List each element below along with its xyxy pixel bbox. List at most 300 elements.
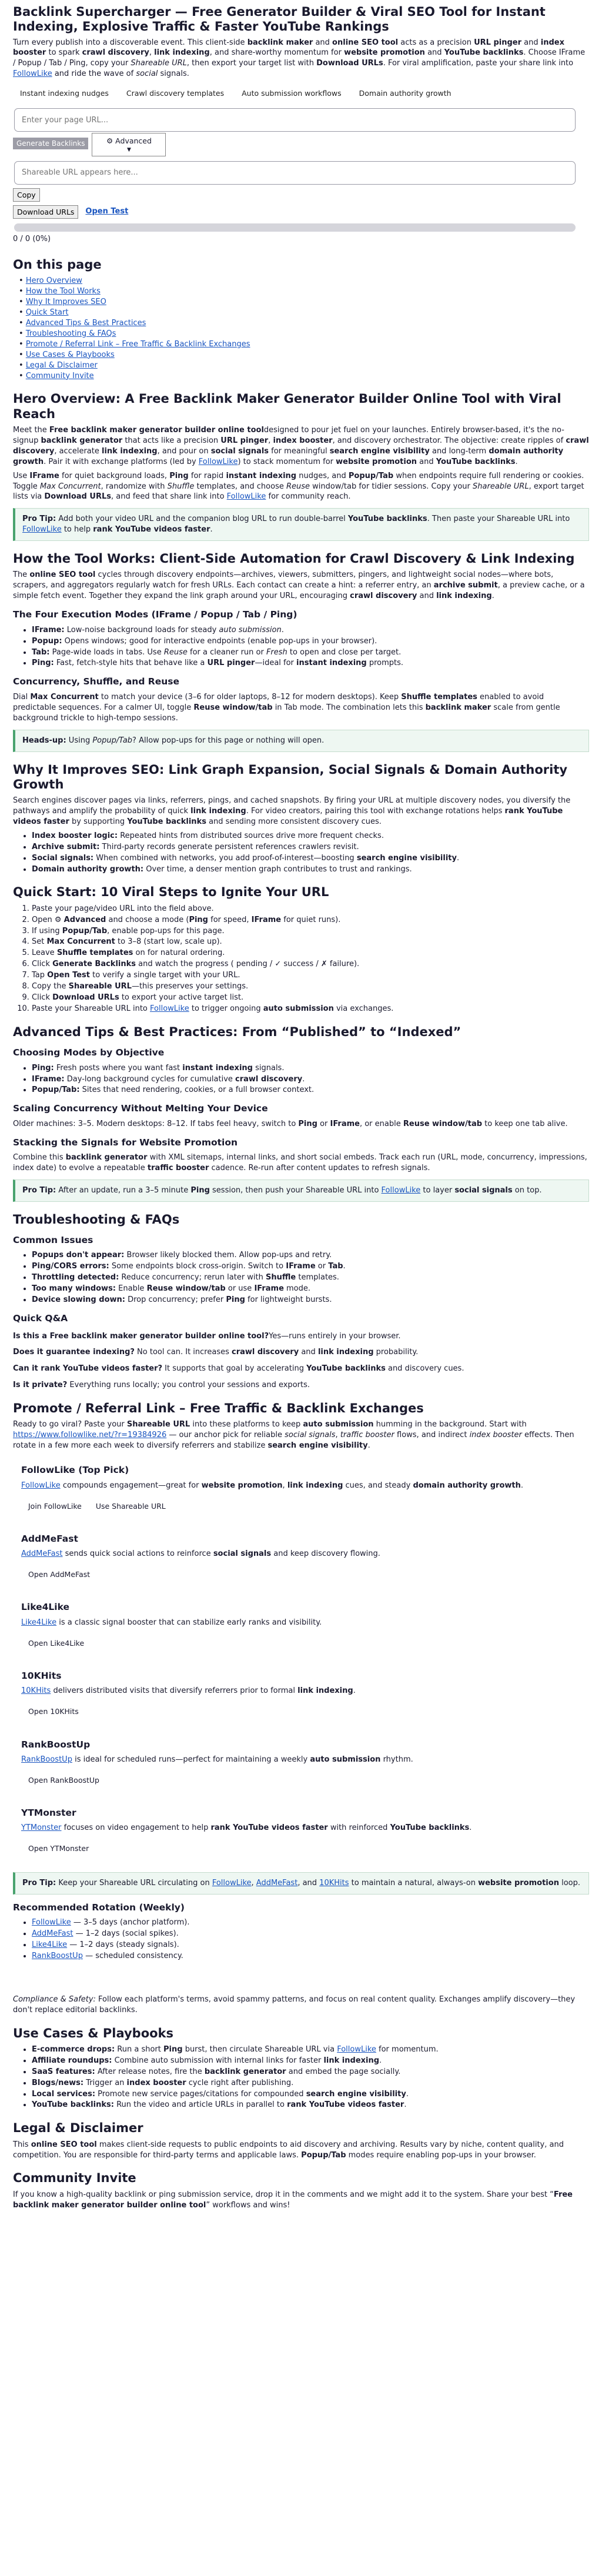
bold-text: YouTube backlinks — [306, 1364, 386, 1374]
emphasis-text: auto submission — [219, 625, 282, 634]
list-item: • YouTube backlinks: Run the video and article URLs in parallel to rank YouTube videos faster. — [32, 2100, 589, 2110]
hero-pro-tip: Pro Tip: Add both your video URL and the companion blog URL to run double-barrel YouTube backlinks. Then paste your Shareable URL into FollowLike to help rank YouTube videos faster. — [13, 508, 589, 541]
open-test-link[interactable]: Open Test — [85, 207, 129, 216]
bold-text: Does it guarantee indexing? — [13, 1348, 135, 1357]
bold-text: Download URLs — [44, 492, 111, 502]
inline-link[interactable]: FollowLike — [337, 2044, 376, 2054]
bold-text: index booster — [273, 436, 333, 445]
list-item: • Ping: Fast, fetch-style hits that behave like a URL pinger—ideal for instant indexing prompts. — [32, 658, 589, 669]
list-item: • Ping: Fresh posts where you want fast instant indexing signals. — [32, 1063, 589, 1074]
community-paragraph: If you know a high-quality backlink or ping submission service, drop it in the comments and we might add it to the system. Share your best “Free backlink maker generator builder online tool” workflows and wins! — [13, 2190, 573, 2210]
hero-paragraph-2: Use IFrame for quiet background loads, Ping for rapid instant indexing nudges, and Popup/Tab when endpoints require full rendering or cookies. Toggle Max Concurrent, randomize with Shuffle templates, and choose Reuse window/tab for tidier sessions. Copy your Shareable URL, export target lists via Download URLs, and feed that share link into FollowLike for community reach. — [13, 471, 584, 502]
bold-text: link indexing — [102, 446, 158, 456]
bold-text: crawl discovery — [13, 436, 589, 456]
list-item: • Device slowing down: Drop concurrency; prefer Ping for lightweight bursts. — [32, 1295, 589, 1305]
toc-link[interactable]: Hero Overview — [25, 276, 82, 286]
bold-text: website promotion — [201, 1481, 283, 1490]
list-item: • Social signals: When combined with networks, you add proof-of-interest—boosting search engine visibility. — [32, 853, 589, 864]
qa-item: Does it guarantee indexing? No tool can. It increases crawl discovery and link indexing probability. — [13, 1348, 419, 1357]
platform-button[interactable]: Open RankBoostUp — [28, 1775, 99, 1785]
bold-text: Free backlink maker generator builder online tool — [13, 2190, 573, 2210]
list-item: 7. Tap Open Test to verify a single target with your URL. — [32, 970, 589, 981]
bold-text: Ping — [298, 1119, 317, 1128]
inline-link[interactable]: FollowLike — [13, 69, 52, 79]
inline-link[interactable]: Like4Like — [32, 1940, 68, 1949]
platform-description: 10KHits delivers distributed visits that diversify referrers prior to formal link indexing. — [21, 1686, 356, 1696]
emphasis-text: social signals — [285, 1431, 336, 1440]
advanced-toggle-button[interactable] — [92, 133, 166, 156]
bold-text: domain authority growth — [413, 1481, 521, 1490]
platform-description: RankBoostUp is ideal for scheduled runs—perfect for maintaining a weekly auto submission rhythm. — [21, 1755, 413, 1764]
bold-text: Popup/Tab — [301, 2150, 346, 2160]
bold-text: Pro Tip: — [22, 514, 56, 524]
toc-link[interactable]: How the Tool Works — [25, 287, 101, 296]
bold-text: index booster — [126, 2078, 186, 2087]
choose-modes-title: Choosing Modes by Objective — [13, 1047, 165, 1058]
bold-text: Download URLs — [316, 59, 383, 68]
bold-text: backlink generator — [204, 2067, 286, 2076]
emphasis-text: Fresh — [266, 647, 287, 657]
bold-text: YouTube backlinks — [390, 1823, 470, 1833]
emphasis-text: Popup/Tab — [92, 736, 133, 745]
bold-text: social signals — [210, 446, 269, 456]
scaling-title: Scaling Concurrency Without Melting Your Device — [13, 1103, 268, 1114]
platform-description: Like4Like is a classic signal booster that can stabilize early ranks and visibility. — [21, 1618, 322, 1627]
bold-text: Ping — [169, 471, 189, 480]
bold-text: auto submission — [263, 1004, 334, 1014]
chevron-down-icon: ▼ — [127, 146, 131, 153]
bold-text: backlink generator — [65, 1153, 148, 1162]
platform-name: YTMonster — [21, 1807, 76, 1819]
modes-title: The Four Execution Modes (IFrame / Popup / Tab / Ping) — [13, 609, 297, 620]
bold-text: index booster — [13, 38, 564, 58]
toc-item: • Promote / Referral Link – Free Traffic & Backlink Exchanges — [19, 339, 250, 349]
bold-text: Social signals: — [32, 853, 94, 863]
list-item: • Too many windows: Enable Reuse window/tab or use IFrame mode. — [32, 1284, 589, 1294]
bold-text: YouTube backlinks: — [32, 2100, 114, 2110]
choose-modes-list — [13, 1063, 589, 1096]
list-item: • Like4Like — 1–2 days (steady signals). — [32, 1940, 589, 1950]
hero-paragraph-1: Meet the Free backlink maker generator builder online tooldesigned to pour jet fuel on your launches. Entirely browser-based, it's the no-signup backlink generator that acts like a precision URL pinger, index booster, and discovery orchestrator. The objective: create ripples of crawl discovery, accelerate link indexing, and pour on social signals for meaningful search engine visibility and long-term domain authority growth. Pair it with exchange platforms (led by FollowLike) to stack momentum for website promotion and YouTube backlinks. — [13, 425, 589, 466]
why-title: Why It Improves SEO: Link Graph Expansion, Social Signals & Domain Authority Growth — [13, 762, 568, 791]
toc-item: • How the Tool Works — [19, 287, 101, 296]
emphasis-text: Compliance & Safety: — [13, 1994, 96, 2004]
toc-link[interactable]: Legal & Disclaimer — [25, 360, 98, 370]
platform-button[interactable]: Open Like4Like — [28, 1638, 85, 1648]
bold-text: Ping: — [32, 1063, 54, 1073]
list-item: • Popups don't appear: Browser likely blocked them. Allow pop-ups and retry. — [32, 1250, 589, 1261]
bold-text: Ping — [226, 1295, 245, 1305]
rotation-title: Recommended Rotation (Weekly) — [13, 1902, 185, 1913]
heads-up-tip: Heads-up: Using Popup/Tab? Allow pop-ups for this page or nothing will open. — [13, 730, 589, 752]
inline-link[interactable]: FollowLike — [226, 492, 266, 502]
list-item: • Local services: Promote new service pages/citations for compounded search engine visibility. — [32, 2089, 589, 2100]
backlink-tool — [13, 103, 589, 245]
platform-description: FollowLike compounds engagement—great for website promotion, link indexing cues, and steady domain authority growth. — [21, 1481, 524, 1490]
bold-text: Tab: — [32, 647, 50, 657]
platform-button[interactable]: Join FollowLike — [28, 1501, 82, 1511]
bold-text: online SEO tool — [332, 38, 399, 47]
bold-text: backlink maker — [425, 703, 491, 712]
platform-card — [13, 1455, 589, 1523]
rotation-list — [13, 1917, 589, 1962]
troubleshooting-title: Troubleshooting & FAQs — [13, 1212, 180, 1227]
platform-card — [13, 1592, 589, 1660]
bold-text: crawl discovery — [82, 48, 149, 58]
platform-name: FollowLike (Top Pick) — [21, 1465, 129, 1476]
bold-text: rank YouTube videos faster — [13, 806, 563, 826]
bold-text: YouTube backlinks — [127, 817, 206, 826]
list-item: 3. If using Popup/Tab, enable pop-ups for this page. — [32, 926, 589, 937]
emphasis-text: index booster — [469, 1431, 522, 1440]
bold-text: search engine visibility — [329, 446, 430, 456]
bold-text: link indexing — [323, 2056, 380, 2065]
list-item: • SaaS features: After release notes, fire the backlink generator and embed the page socially. — [32, 2067, 589, 2077]
hero-title: Hero Overview: A Free Backlink Maker Generator Builder Online Tool with Viral Reach — [13, 392, 561, 421]
toc-link[interactable]: Advanced Tips & Best Practices — [25, 318, 146, 328]
common-issues-title: Common Issues — [13, 1235, 93, 1246]
list-item: • IFrame: Day-long background cycles for cumulative crawl discovery. — [32, 1074, 589, 1085]
inline-link[interactable]: FollowLike — [212, 1878, 252, 1887]
compliance-note: Compliance & Safety: Follow each platform's terms, avoid spammy patterns, and focus on real content quality. Exchanges amplify discovery—they don't replace editorial backlinks. — [13, 1994, 576, 2014]
quick-qa-block — [13, 1331, 589, 1391]
bold-text: crawl discovery — [232, 1348, 299, 1357]
list-item: • FollowLike — 3–5 days (anchor platform). — [32, 1917, 589, 1928]
list-item: 1. Paste your page/video URL into the field above. — [32, 904, 589, 914]
bold-text: rank YouTube videos faster — [287, 2100, 404, 2110]
list-item: • Domain authority growth: Over time, a denser mention graph contributes to trust and rankings. — [32, 864, 589, 875]
bold-text: Local services: — [32, 2089, 96, 2099]
bold-text: Reuse window/tab — [403, 1119, 483, 1128]
promote-title: Promote / Referral Link – Free Traffic & Backlink Exchanges — [13, 1401, 424, 1416]
inline-link[interactable]: FollowLike — [32, 1917, 71, 1927]
bold-text: Popup/Tab — [62, 926, 108, 935]
inline-link[interactable]: FollowLike — [150, 1004, 189, 1014]
platform-button[interactable]: Open AddMeFast — [28, 1570, 91, 1579]
bold-text: Advanced — [63, 915, 106, 924]
bold-text: IFrame: — [32, 1074, 65, 1084]
bold-text: IFrame: — [32, 625, 65, 634]
bold-text: IFrame — [330, 1119, 360, 1128]
bold-text: link indexing — [317, 1348, 374, 1357]
platform-button[interactable]: Use Shareable URL — [95, 1501, 166, 1511]
emphasis-text: Shareable URL — [473, 482, 529, 491]
bold-text: archive submit — [433, 581, 498, 590]
bold-text: online SEO tool — [29, 570, 96, 580]
bold-text: crawl discovery — [235, 1074, 303, 1084]
inline-link[interactable]: FollowLike — [22, 525, 62, 534]
progress-bar — [14, 223, 576, 232]
toc-list — [13, 276, 589, 381]
bold-text: website promotion — [344, 48, 425, 58]
table-of-contents — [13, 258, 589, 382]
toc-item: • Hero Overview — [19, 276, 82, 286]
toc-link[interactable]: Promote / Referral Link – Free Traffic & Backlink Exchanges — [25, 339, 250, 349]
why-list — [13, 831, 589, 875]
bold-text: YouTube backlinks — [436, 457, 516, 466]
bold-text: crawl discovery — [350, 592, 417, 601]
platform-description: YTMonster focuses on video engagement to help rank YouTube videos faster with reinforced YouTube backlinks. — [21, 1823, 472, 1833]
platform-button[interactable]: Open 10KHits — [28, 1707, 79, 1716]
legal-paragraph: This online SEO tool makes client-side requests to public endpoints to aid discovery and archiving. Results vary by niche, content quality, and competition. You are responsible for third-party terms and applicable laws. Popup/Tab modes require enabling pop-ups in your browser. — [13, 2140, 564, 2160]
toc-link[interactable]: Quick Start — [25, 308, 69, 317]
quick-start-title: Quick Start: 10 Viral Steps to Ignite Your URL — [13, 885, 329, 900]
list-item: 5. Leave Shuffle templates on for natural ordering. — [32, 948, 589, 958]
list-item: • Ping/CORS errors: Some endpoints block cross-origin. Switch to IFrame or Tab. — [32, 1261, 589, 1272]
bold-text: instant indexing — [226, 471, 297, 480]
page-title: Backlink Supercharger — Free Generator Builder & Viral SEO Tool for Instant Indexing, Explosive Traffic & Faster YouTube Rankings — [13, 5, 546, 34]
inline-link[interactable]: FollowLike — [21, 1481, 61, 1490]
toc-item: • Legal & Disclaimer — [19, 360, 98, 370]
feature-tabs — [13, 85, 589, 101]
bold-text: Pro Tip: — [22, 1878, 56, 1887]
concurrency-paragraph: Dial Max Concurrent to match your device (3–6 for older laptops, 8–12 for modern desktops). Keep Shuffle templates enabled to avoid predictable sequences. For a calmer UI, toggle Reuse window/tab in Tab mode. The combination lets this backlink maker scale from gentle background trickle to high-tempo sessions. — [13, 692, 560, 723]
bold-text: URL pinger — [207, 659, 255, 668]
bold-text: link indexing — [297, 1686, 353, 1696]
bold-text: E-commerce drops: — [32, 2044, 115, 2054]
advanced-tips-title: Advanced Tips & Best Practices: From “Published” to “Indexed” — [13, 1025, 461, 1039]
emphasis-text: Reuse — [286, 482, 310, 491]
qa-item: Can it rank YouTube videos faster? It supports that goal by accelerating YouTube backlinks and discovery cues. — [13, 1364, 464, 1374]
bold-text: link indexing — [154, 48, 210, 58]
bold-text: Free backlink maker generator builder online tool — [49, 425, 264, 435]
bold-text: Throttling detected: — [32, 1273, 119, 1282]
toc-item: • Use Cases & Playbooks — [19, 350, 115, 359]
inline-link[interactable]: FollowLike — [381, 1185, 421, 1195]
qa-item: Is this a Free backlink maker generator builder online tool?Yes—runs entirely in your browser. — [13, 1331, 401, 1341]
inline-link[interactable]: AddMeFast — [256, 1878, 298, 1887]
inline-link[interactable]: Like4Like — [21, 1618, 57, 1627]
bold-text: Ping — [163, 2044, 183, 2054]
bold-text: Is it private? — [13, 1381, 68, 1390]
bold-text: traffic booster — [147, 1164, 209, 1172]
bold-text: Ping: — [32, 659, 54, 668]
stacking-paragraph: Combine this backlink generator with XML sitemaps, internal links, and short social embeds. Track each run (URL, mode, concurrency, impressions, index date) to evolve a repeatable traffic booster cadence. Re-run after content updates to refresh signals. — [13, 1153, 587, 1172]
bold-text: IFrame — [254, 1284, 284, 1294]
bold-text: Shuffle templates — [56, 948, 133, 958]
emphasis-text: Shuffle — [167, 482, 195, 491]
tab-instant-indexing[interactable]: Instant indexing nudges — [13, 85, 116, 101]
promote-intro: Ready to go viral? Paste your Shareable URL into these platforms to keep auto submission humming in the background. Start with https://www.followlike.net/?r=19384926 — our anchor pick for reliable social signals, traffic booster flows, and indirect index booster effects. Then rotate in a few more each week to diversify referrers and stabilize search engine visibility. — [13, 1420, 574, 1451]
toc-link[interactable]: Use Cases & Playbooks — [25, 350, 115, 359]
list-item: 8. Copy the Shareable URL—this preserves your settings. — [32, 981, 589, 992]
bold-text: website promotion — [478, 1878, 559, 1887]
bold-text: search engine visibility — [267, 1441, 368, 1451]
list-item: • RankBoostUp — scheduled consistency. — [32, 1951, 589, 1962]
emphasis-text: social — [136, 69, 158, 79]
bold-text: Popup/Tab: — [32, 1085, 80, 1095]
tab-domain-authority[interactable]: Domain authority growth — [352, 85, 459, 101]
toc-item: • Troubleshooting & FAQs — [19, 329, 116, 338]
bold-text: IFrame — [251, 915, 282, 924]
bold-text: social signals — [213, 1549, 272, 1559]
bold-text: Shareable URL — [126, 1420, 190, 1429]
bold-text: online SEO tool — [31, 2140, 97, 2149]
list-item: 2. Open ⚙ Advanced and choose a mode (Ping for speed, IFrame for quiet runs). — [32, 915, 589, 926]
bold-text: domain authority growth — [13, 446, 564, 466]
bold-text: Reuse window/tab — [193, 703, 273, 712]
bold-text: auto submission — [303, 1420, 374, 1429]
bold-text: Affiliate roundups: — [32, 2056, 112, 2065]
how-title: How the Tool Works: Client-Side Automation for Crawl Discovery & Link Indexing — [13, 552, 575, 566]
bold-text: Blogs/news: — [32, 2078, 84, 2087]
bold-text: Popup: — [32, 636, 62, 646]
bold-text: link indexing — [287, 1481, 343, 1490]
platform-card — [13, 1729, 589, 1798]
bold-text: Ping/CORS errors: — [32, 1262, 109, 1271]
list-item: • Tab: Page-wide loads in tabs. Use Reuse for a cleaner run or Fresh to open and close per target. — [32, 647, 589, 658]
progress-text: 0 / 0 (0%) — [13, 234, 51, 243]
bold-text: Popup/Tab — [348, 471, 394, 480]
platform-card — [13, 1523, 589, 1592]
copy-button[interactable]: Copy — [13, 188, 40, 202]
toc-item: • Advanced Tips & Best Practices — [19, 318, 146, 328]
bold-text: Shuffle — [266, 1273, 296, 1282]
bold-text: Max Concurrent — [46, 937, 115, 947]
bold-text: instant indexing — [182, 1063, 253, 1073]
bold-text: IFrame — [29, 471, 59, 480]
bold-text: Device slowing down: — [32, 1295, 125, 1305]
list-item: • IFrame: Low-noise background loads for steady auto submission. — [32, 625, 589, 636]
list-item: • E-commerce drops: Run a short Ping burst, then circulate Shareable URL via FollowLike for momentum. — [32, 2044, 589, 2055]
why-paragraph: Search engines discover pages via links, referrers, pings, and cached snapshots. By firing your URL at multiple discovery nodes, you diversify the pathways and amplify the probability of quick link indexing. For video creators, pairing this tool with exchange rotations helps rank YouTube videos faster by supporting YouTube backlinks and sending more consistent discovery cues. — [13, 796, 571, 826]
bold-text: Too many windows: — [32, 1284, 116, 1294]
list-item: • Affiliate roundups: Combine auto submission with internal links for faster link indexing. — [32, 2056, 589, 2066]
toc-link[interactable]: Troubleshooting & FAQs — [25, 329, 116, 338]
list-item: • AddMeFast — 1–2 days (social spikes). — [32, 1929, 589, 1939]
bold-text: Popups don't appear: — [32, 1251, 125, 1260]
use-cases-list — [13, 2044, 589, 2111]
list-item: • Blogs/news: Trigger an index booster cycle right after publishing. — [32, 2078, 589, 2089]
bold-text: SaaS features: — [32, 2067, 95, 2076]
list-item: 6. Click Generate Backlinks and watch the progress ( pending / ✓ success / ✗ failure). — [32, 959, 589, 970]
toc-item: • Community Invite — [19, 371, 94, 380]
platform-list — [13, 1455, 589, 1866]
inline-link[interactable]: RankBoostUp — [32, 1951, 83, 1960]
inline-link[interactable]: RankBoostUp — [21, 1755, 72, 1764]
bold-text: Domain authority growth: — [32, 864, 144, 874]
platform-name: Like4Like — [21, 1602, 69, 1613]
promote-pro-tip: Pro Tip: Keep your Shareable URL circulating on FollowLike, AddMeFast, and 10KHits to maintain a natural, always-on website promotion loop. — [13, 1872, 589, 1895]
list-item: • Throttling detected: Reduce concurrency; rerun later with Shuffle templates. — [32, 1272, 589, 1283]
platform-button[interactable]: Open YTMonster — [28, 1844, 89, 1853]
bold-text: backlink maker — [247, 38, 313, 47]
bold-text: Shareable URL — [68, 982, 132, 991]
bold-text: website promotion — [336, 457, 417, 466]
scaling-paragraph: Older machines: 3–5. Modern desktops: 8–12. If tabs feel heavy, switch to Ping or IFrame, or enable Reuse window/tab to keep one tab alive. — [13, 1119, 568, 1128]
toc-item: • Quick Start — [19, 308, 69, 317]
bold-text: rank YouTube videos faster — [210, 1823, 328, 1833]
bold-text: Max Concurrent — [30, 692, 99, 701]
bold-text: Pro Tip: — [22, 1185, 56, 1195]
inline-link[interactable]: AddMeFast — [21, 1549, 63, 1559]
quick-qa-title: Quick Q&A — [13, 1313, 68, 1324]
inline-link[interactable]: AddMeFast — [32, 1929, 73, 1938]
bold-text: rank YouTube videos faster — [93, 525, 210, 534]
legal-title: Legal & Disclaimer — [13, 2121, 143, 2136]
bold-text: YouTube backlinks — [444, 48, 524, 58]
bold-text: Open Test — [47, 971, 91, 980]
list-item: 10. Paste your Shareable URL into FollowLike to trigger ongoing auto submission via exchanges. — [32, 1004, 589, 1014]
bold-text: social signals — [454, 1185, 513, 1195]
bold-text: search engine visibility — [306, 2089, 406, 2099]
bold-text: link indexing — [190, 806, 246, 816]
bold-text: URL pinger — [220, 436, 269, 445]
inline-link[interactable]: 10KHits — [319, 1878, 349, 1887]
bold-text: Ping — [190, 1185, 210, 1195]
list-item: • Popup/Tab: Sites that need rendering, cookies, or a full browser context. — [32, 1085, 589, 1095]
bold-text: instant indexing — [296, 659, 367, 668]
common-issues-list — [13, 1250, 589, 1305]
bold-text: Index booster logic: — [32, 831, 118, 840]
bold-text: Heads-up: — [22, 736, 66, 745]
bold-text: Shuffle templates — [401, 692, 477, 701]
download-urls-button[interactable]: Download URLs — [13, 205, 78, 219]
platform-card — [13, 1797, 589, 1866]
platform-name: AddMeFast — [21, 1533, 78, 1544]
bold-text: search engine visibility — [356, 853, 457, 863]
bold-text: Tab — [328, 1262, 343, 1271]
list-item: • Popup: Opens windows; good for interactive endpoints (enable pop-ups in your browser). — [32, 636, 589, 647]
bold-text: IFrame — [286, 1262, 316, 1271]
tab-auto-submission[interactable]: Auto submission workflows — [235, 85, 349, 101]
bold-text: URL pinger — [474, 38, 522, 47]
toc-link[interactable]: Community Invite — [25, 371, 94, 380]
toc-item: • Why It Improves SEO — [19, 297, 106, 306]
shareable-url-field[interactable] — [14, 161, 576, 185]
bold-text: Download URLs — [52, 993, 119, 1003]
generate-backlinks-button[interactable]: Generate Backlinks — [13, 138, 88, 149]
concurrency-title: Concurrency, Shuffle, and Reuse — [13, 676, 180, 687]
advanced-pro-tip: Pro Tip: After an update, run a 3–5 minute Ping session, then push your Shareable URL into FollowLike to layer social signals on top. — [13, 1180, 589, 1202]
emphasis-text: Max Concurrent — [39, 482, 101, 491]
inline-link[interactable]: FollowLike — [198, 457, 238, 466]
stacking-title: Stacking the Signals for Website Promotion — [13, 1137, 238, 1148]
platform-description: AddMeFast sends quick social actions to reinforce social signals and keep discovery flowing. — [21, 1549, 380, 1559]
bold-text: Archive submit: — [32, 842, 100, 851]
modes-list — [13, 625, 589, 669]
toc-link[interactable]: Why It Improves SEO — [25, 297, 106, 306]
toc-title: On this page — [13, 257, 102, 272]
list-item: 4. Set Max Concurrent to 3–8 (start low, scale up). — [32, 937, 589, 947]
quick-start-steps — [13, 904, 589, 1014]
bold-text: link indexing — [436, 592, 492, 601]
qa-item: Is it private? Everything runs locally; you control your sessions and exports. — [13, 1381, 310, 1390]
bold-text: Ping — [189, 915, 208, 924]
inline-link[interactable]: YTMonster — [21, 1823, 62, 1833]
url-input[interactable] — [14, 108, 576, 132]
bold-text: auto submission — [310, 1755, 381, 1764]
inline-link[interactable]: https://www.followlike.net/?r=19384926 — [13, 1431, 167, 1440]
emphasis-text: traffic booster — [340, 1431, 394, 1440]
emphasis-text: Reuse — [163, 647, 188, 657]
bold-text: Generate Backlinks — [52, 960, 136, 969]
list-item: 9. Click Download URLs to export your active target list. — [32, 993, 589, 1003]
bold-text: YouTube backlinks — [347, 514, 427, 524]
inline-link[interactable]: 10KHits — [21, 1686, 51, 1696]
intro-paragraph: Turn every publish into a discoverable event. This client-side backlink maker and online SEO tool acts as a precision URL pinger and index booster to spark crawl discovery, link indexing, and share-worthy momentum for website promotion and YouTube backlinks. Choose IFrame / Popup / Tab / Ping, copy your Shareable URL, then export your target list with Download URLs. For viral amplification, paste your share link into FollowLike and ride the wave of social signals. — [13, 38, 586, 79]
bold-text: Is this a Free backlink maker generator builder online tool? — [13, 1331, 269, 1341]
how-paragraph: The online SEO tool cycles through discovery endpoints—archives, viewers, submitters, pingers, and lightweight social nodes—where bots, scrapers, and aggregators regularly watch for fresh URLs. Each contact can create a hint: a referrer entry, an archive submit, a preview cache, or a simple fetch event. Together they expand the link graph around your URL, encouraging crawl discovery and link indexing. — [13, 570, 585, 601]
list-item: • Archive submit: Third-party records generate persistent references crawlers revisit. — [32, 842, 589, 853]
bold-text: backlink generator — [41, 436, 123, 445]
list-item: • Index booster logic: Repeated hints from distributed sources drive more frequent checks. — [32, 831, 589, 841]
tab-crawl-discovery[interactable]: Crawl discovery templates — [119, 85, 231, 101]
bold-text: Reuse window/tab — [146, 1284, 226, 1294]
use-cases-title: Use Cases & Playbooks — [13, 2026, 174, 2040]
platform-card — [13, 1660, 589, 1729]
advanced-label: ⚙ Advanced — [106, 136, 152, 146]
